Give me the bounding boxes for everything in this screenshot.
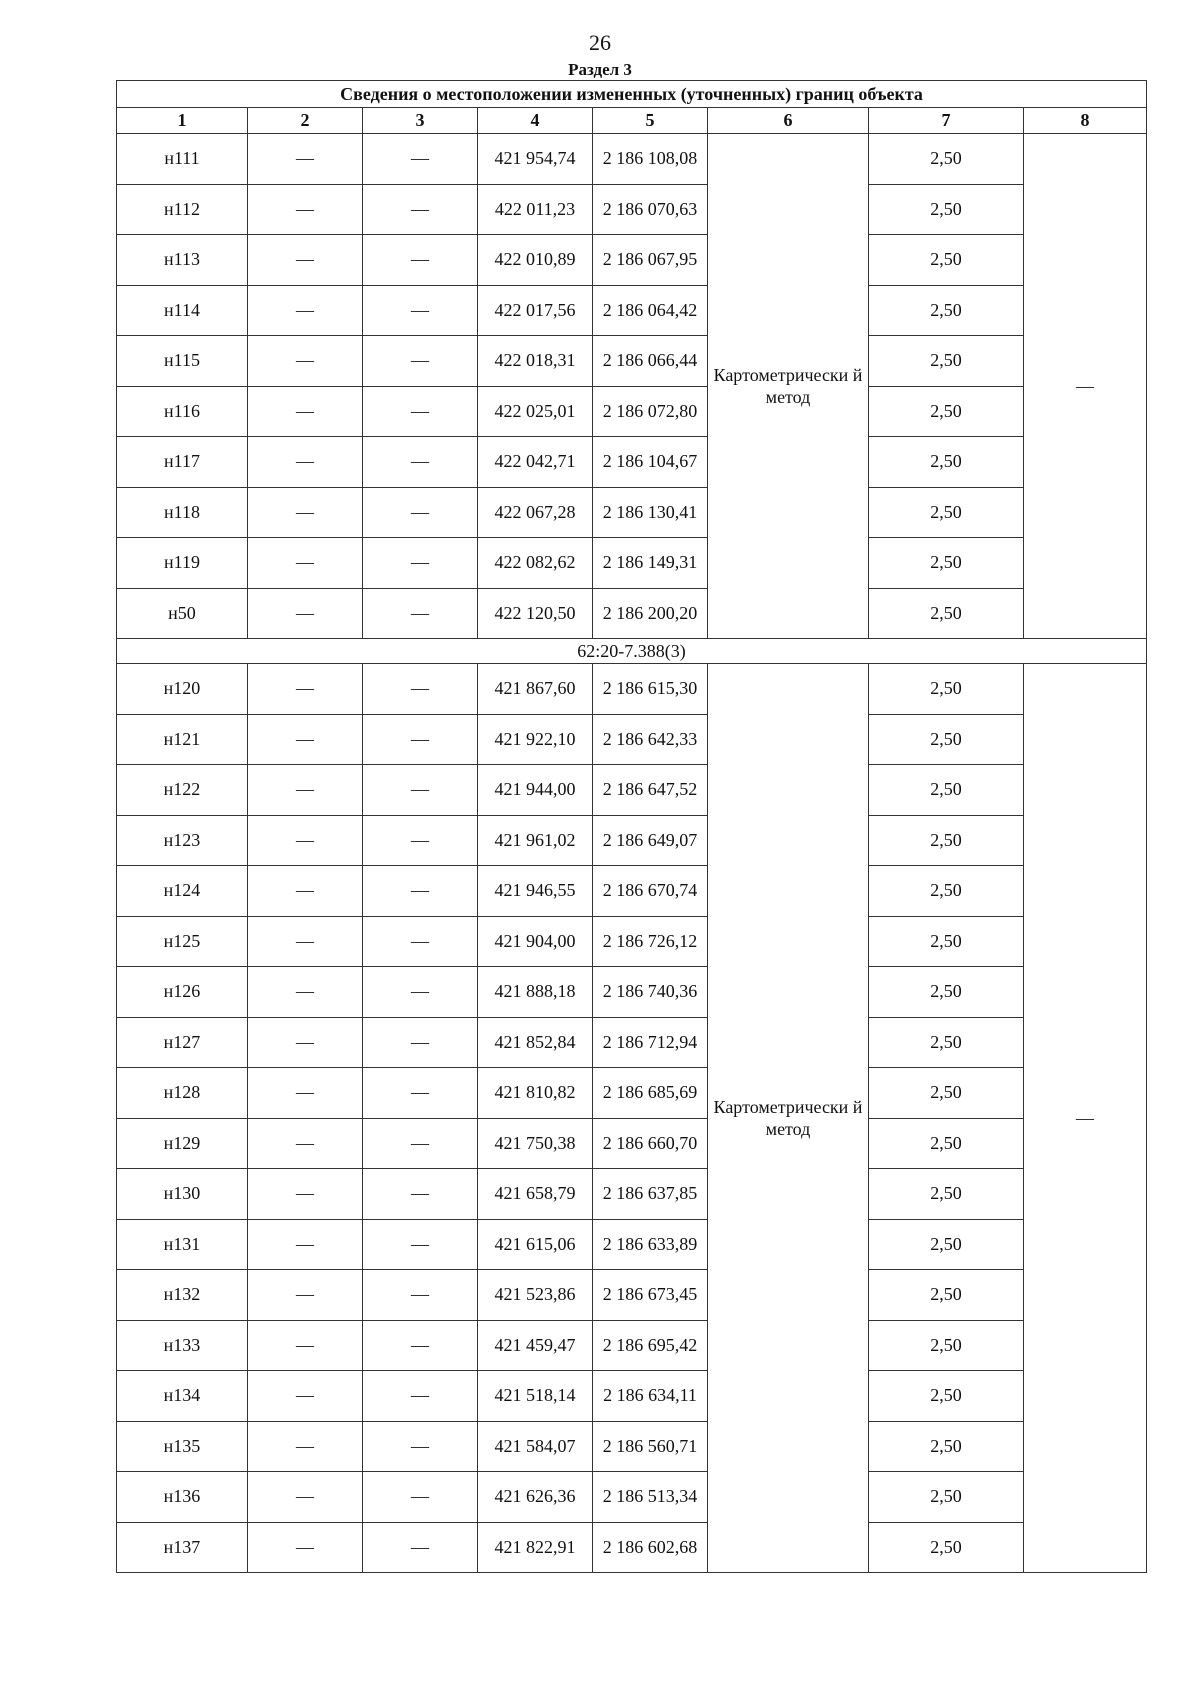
column-2-value: — xyxy=(248,1219,363,1270)
column-3-value: — xyxy=(363,916,478,967)
point-name: н114 xyxy=(117,285,248,336)
table-row xyxy=(117,714,1147,765)
point-name: н124 xyxy=(117,866,248,917)
column-number-5: 5 xyxy=(593,108,708,134)
point-name: н118 xyxy=(117,487,248,538)
point-name: н116 xyxy=(117,386,248,437)
point-name: н122 xyxy=(117,765,248,816)
x-coordinate: 421 523,86 xyxy=(478,1270,593,1321)
column-number-1: 1 xyxy=(117,108,248,134)
y-coordinate: 2 186 108,08 xyxy=(593,134,708,185)
y-coordinate: 2 186 072,80 xyxy=(593,386,708,437)
column-3-value: — xyxy=(363,336,478,387)
point-name: н117 xyxy=(117,437,248,488)
column-2-value: — xyxy=(248,866,363,917)
column-2-value: — xyxy=(248,235,363,286)
point-name: н134 xyxy=(117,1371,248,1422)
point-name: н113 xyxy=(117,235,248,286)
accuracy-value: 2,50 xyxy=(869,1421,1024,1472)
column-2-value: — xyxy=(248,815,363,866)
table-row xyxy=(117,487,1147,538)
point-name: н112 xyxy=(117,184,248,235)
x-coordinate: 422 010,89 xyxy=(478,235,593,286)
column-3-value: — xyxy=(363,664,478,715)
accuracy-value: 2,50 xyxy=(869,714,1024,765)
table-row xyxy=(117,1219,1147,1270)
y-coordinate: 2 186 649,07 xyxy=(593,815,708,866)
column-3-value: — xyxy=(363,765,478,816)
accuracy-value: 2,50 xyxy=(869,1270,1024,1321)
point-name: н121 xyxy=(117,714,248,765)
page-number: 26 xyxy=(589,30,611,55)
column-number-7: 7 xyxy=(869,108,1024,134)
accuracy-value: 2,50 xyxy=(869,967,1024,1018)
column-2-value: — xyxy=(248,336,363,387)
column-3-value: — xyxy=(363,967,478,1018)
y-coordinate: 2 186 560,71 xyxy=(593,1421,708,1472)
table-row xyxy=(117,184,1147,235)
y-coordinate: 2 186 067,95 xyxy=(593,235,708,286)
y-coordinate: 2 186 066,44 xyxy=(593,336,708,387)
point-name: н129 xyxy=(117,1118,248,1169)
y-coordinate: 2 186 642,33 xyxy=(593,714,708,765)
column-2-value: — xyxy=(248,765,363,816)
y-coordinate: 2 186 673,45 xyxy=(593,1270,708,1321)
table-row xyxy=(117,437,1147,488)
y-coordinate: 2 186 513,34 xyxy=(593,1472,708,1523)
x-coordinate: 421 954,74 xyxy=(478,134,593,185)
accuracy-value: 2,50 xyxy=(869,437,1024,488)
y-coordinate: 2 186 695,42 xyxy=(593,1320,708,1371)
point-name: н115 xyxy=(117,336,248,387)
column-number-4: 4 xyxy=(478,108,593,134)
table-row xyxy=(117,1169,1147,1220)
y-coordinate: 2 186 633,89 xyxy=(593,1219,708,1270)
point-name: н125 xyxy=(117,916,248,967)
column-number-2: 2 xyxy=(248,108,363,134)
x-coordinate: 422 025,01 xyxy=(478,386,593,437)
column-number-8: 8 xyxy=(1024,108,1147,134)
x-coordinate: 421 518,14 xyxy=(478,1371,593,1422)
x-coordinate: 421 459,47 xyxy=(478,1320,593,1371)
column-3-value: — xyxy=(363,1421,478,1472)
column-2-value: — xyxy=(248,386,363,437)
column-3-value: — xyxy=(363,714,478,765)
x-coordinate: 422 067,28 xyxy=(478,487,593,538)
y-coordinate: 2 186 149,31 xyxy=(593,538,708,589)
x-coordinate: 421 615,06 xyxy=(478,1219,593,1270)
accuracy-value: 2,50 xyxy=(869,1371,1024,1422)
point-name: н127 xyxy=(117,1017,248,1068)
column-3-value: — xyxy=(363,1522,478,1573)
column-3-value: — xyxy=(363,487,478,538)
y-coordinate: 2 186 726,12 xyxy=(593,916,708,967)
column-2-value: — xyxy=(248,714,363,765)
table-row xyxy=(117,386,1147,437)
accuracy-value: 2,50 xyxy=(869,588,1024,639)
table-row xyxy=(117,1017,1147,1068)
table-row xyxy=(117,285,1147,336)
column-3-value: — xyxy=(363,285,478,336)
table-row xyxy=(117,1472,1147,1523)
y-coordinate: 2 186 064,42 xyxy=(593,285,708,336)
y-coordinate: 2 186 660,70 xyxy=(593,1118,708,1169)
x-coordinate: 421 658,79 xyxy=(478,1169,593,1220)
column-2-value: — xyxy=(248,664,363,715)
column-3-value: — xyxy=(363,1320,478,1371)
x-coordinate: 421 822,91 xyxy=(478,1522,593,1573)
accuracy-value: 2,50 xyxy=(869,1219,1024,1270)
accuracy-value: 2,50 xyxy=(869,815,1024,866)
point-name: н136 xyxy=(117,1472,248,1523)
column-2-value: — xyxy=(248,134,363,185)
column-2-value: — xyxy=(248,184,363,235)
column-2-value: — xyxy=(248,1421,363,1472)
group-label: 62:20-7.388(3) xyxy=(117,639,1147,664)
column-3-value: — xyxy=(363,184,478,235)
column-3-value: — xyxy=(363,538,478,589)
point-name: н126 xyxy=(117,967,248,1018)
y-coordinate: 2 186 104,67 xyxy=(593,437,708,488)
column-8-value: — xyxy=(1024,134,1147,639)
point-name: н119 xyxy=(117,538,248,589)
column-number-6: 6 xyxy=(708,108,869,134)
table-row xyxy=(117,866,1147,917)
column-2-value: — xyxy=(248,1068,363,1119)
x-coordinate: 422 017,56 xyxy=(478,285,593,336)
table-row xyxy=(117,1421,1147,1472)
accuracy-value: 2,50 xyxy=(869,487,1024,538)
table-row xyxy=(117,538,1147,589)
x-coordinate: 422 042,71 xyxy=(478,437,593,488)
table-row xyxy=(117,235,1147,286)
table-row xyxy=(117,765,1147,816)
x-coordinate: 421 922,10 xyxy=(478,714,593,765)
y-coordinate: 2 186 740,36 xyxy=(593,967,708,1018)
y-coordinate: 2 186 637,85 xyxy=(593,1169,708,1220)
accuracy-value: 2,50 xyxy=(869,1017,1024,1068)
accuracy-value: 2,50 xyxy=(869,1320,1024,1371)
accuracy-value: 2,50 xyxy=(869,1068,1024,1119)
column-2-value: — xyxy=(248,487,363,538)
table-row xyxy=(117,588,1147,639)
y-coordinate: 2 186 712,94 xyxy=(593,1017,708,1068)
accuracy-value: 2,50 xyxy=(869,1169,1024,1220)
table-row xyxy=(117,664,1147,715)
column-2-value: — xyxy=(248,538,363,589)
table-row xyxy=(117,1270,1147,1321)
column-3-value: — xyxy=(363,1118,478,1169)
table-title-row xyxy=(117,81,1147,108)
x-coordinate: 422 011,23 xyxy=(478,184,593,235)
x-coordinate: 421 810,82 xyxy=(478,1068,593,1119)
table-row xyxy=(117,815,1147,866)
x-coordinate: 421 626,36 xyxy=(478,1472,593,1523)
accuracy-value: 2,50 xyxy=(869,538,1024,589)
column-3-value: — xyxy=(363,134,478,185)
column-2-value: — xyxy=(248,437,363,488)
x-coordinate: 422 018,31 xyxy=(478,336,593,387)
table-row xyxy=(117,1320,1147,1371)
accuracy-value: 2,50 xyxy=(869,134,1024,185)
y-coordinate: 2 186 200,20 xyxy=(593,588,708,639)
table-row xyxy=(117,967,1147,1018)
point-name: н123 xyxy=(117,815,248,866)
point-name: н131 xyxy=(117,1219,248,1270)
table-row xyxy=(117,134,1147,185)
column-2-value: — xyxy=(248,1371,363,1422)
point-name: н135 xyxy=(117,1421,248,1472)
column-3-value: — xyxy=(363,1472,478,1523)
column-3-value: — xyxy=(363,386,478,437)
accuracy-value: 2,50 xyxy=(869,866,1024,917)
x-coordinate: 421 888,18 xyxy=(478,967,593,1018)
point-name: н132 xyxy=(117,1270,248,1321)
y-coordinate: 2 186 670,74 xyxy=(593,866,708,917)
table-row xyxy=(117,916,1147,967)
accuracy-value: 2,50 xyxy=(869,765,1024,816)
point-name: н128 xyxy=(117,1068,248,1119)
x-coordinate: 421 944,00 xyxy=(478,765,593,816)
column-2-value: — xyxy=(248,916,363,967)
x-coordinate: 421 961,02 xyxy=(478,815,593,866)
point-name: н50 xyxy=(117,588,248,639)
x-coordinate: 421 852,84 xyxy=(478,1017,593,1068)
table-title: Сведения о местоположении измененных (уточненных) границ объекта xyxy=(117,81,1147,108)
x-coordinate: 421 750,38 xyxy=(478,1118,593,1169)
column-2-value: — xyxy=(248,588,363,639)
boundary-coordinates-table xyxy=(116,80,1147,1573)
accuracy-value: 2,50 xyxy=(869,336,1024,387)
y-coordinate: 2 186 070,63 xyxy=(593,184,708,235)
column-2-value: — xyxy=(248,1017,363,1068)
point-name: н133 xyxy=(117,1320,248,1371)
column-3-value: — xyxy=(363,1169,478,1220)
column-2-value: — xyxy=(248,1522,363,1573)
y-coordinate: 2 186 685,69 xyxy=(593,1068,708,1119)
table-row xyxy=(117,336,1147,387)
column-2-value: — xyxy=(248,967,363,1018)
y-coordinate: 2 186 130,41 xyxy=(593,487,708,538)
y-coordinate: 2 186 615,30 xyxy=(593,664,708,715)
accuracy-value: 2,50 xyxy=(869,386,1024,437)
column-2-value: — xyxy=(248,1320,363,1371)
column-2-value: — xyxy=(248,1270,363,1321)
column-2-value: — xyxy=(248,1472,363,1523)
column-3-value: — xyxy=(363,588,478,639)
x-coordinate: 421 904,00 xyxy=(478,916,593,967)
column-2-value: — xyxy=(248,1118,363,1169)
column-number-row xyxy=(117,108,1147,134)
x-coordinate: 421 584,07 xyxy=(478,1421,593,1472)
x-coordinate: 421 867,60 xyxy=(478,664,593,715)
y-coordinate: 2 186 647,52 xyxy=(593,765,708,816)
point-name: н137 xyxy=(117,1522,248,1573)
column-8-value: — xyxy=(1024,664,1147,1573)
section-title: Раздел 3 xyxy=(568,60,632,79)
table-row xyxy=(117,1068,1147,1119)
table-row xyxy=(117,1118,1147,1169)
accuracy-value: 2,50 xyxy=(869,916,1024,967)
column-3-value: — xyxy=(363,235,478,286)
column-3-value: — xyxy=(363,1371,478,1422)
table-row xyxy=(117,1522,1147,1573)
accuracy-value: 2,50 xyxy=(869,1522,1024,1573)
column-3-value: — xyxy=(363,1270,478,1321)
point-name: н120 xyxy=(117,664,248,715)
x-coordinate: 422 082,62 xyxy=(478,538,593,589)
method-cell: Картометрически й метод xyxy=(708,134,869,639)
table-row xyxy=(117,1371,1147,1422)
column-3-value: — xyxy=(363,1068,478,1119)
column-3-value: — xyxy=(363,1219,478,1270)
method-cell: Картометрически й метод xyxy=(708,664,869,1573)
column-3-value: — xyxy=(363,1017,478,1068)
group-label-row xyxy=(117,639,1147,664)
accuracy-value: 2,50 xyxy=(869,1118,1024,1169)
y-coordinate: 2 186 602,68 xyxy=(593,1522,708,1573)
point-name: н130 xyxy=(117,1169,248,1220)
accuracy-value: 2,50 xyxy=(869,664,1024,715)
column-3-value: — xyxy=(363,437,478,488)
accuracy-value: 2,50 xyxy=(869,285,1024,336)
accuracy-value: 2,50 xyxy=(869,1472,1024,1523)
column-2-value: — xyxy=(248,1169,363,1220)
y-coordinate: 2 186 634,11 xyxy=(593,1371,708,1422)
accuracy-value: 2,50 xyxy=(869,184,1024,235)
column-2-value: — xyxy=(248,285,363,336)
column-3-value: — xyxy=(363,815,478,866)
accuracy-value: 2,50 xyxy=(869,235,1024,286)
column-number-3: 3 xyxy=(363,108,478,134)
x-coordinate: 422 120,50 xyxy=(478,588,593,639)
point-name: н111 xyxy=(117,134,248,185)
x-coordinate: 421 946,55 xyxy=(478,866,593,917)
column-3-value: — xyxy=(363,866,478,917)
